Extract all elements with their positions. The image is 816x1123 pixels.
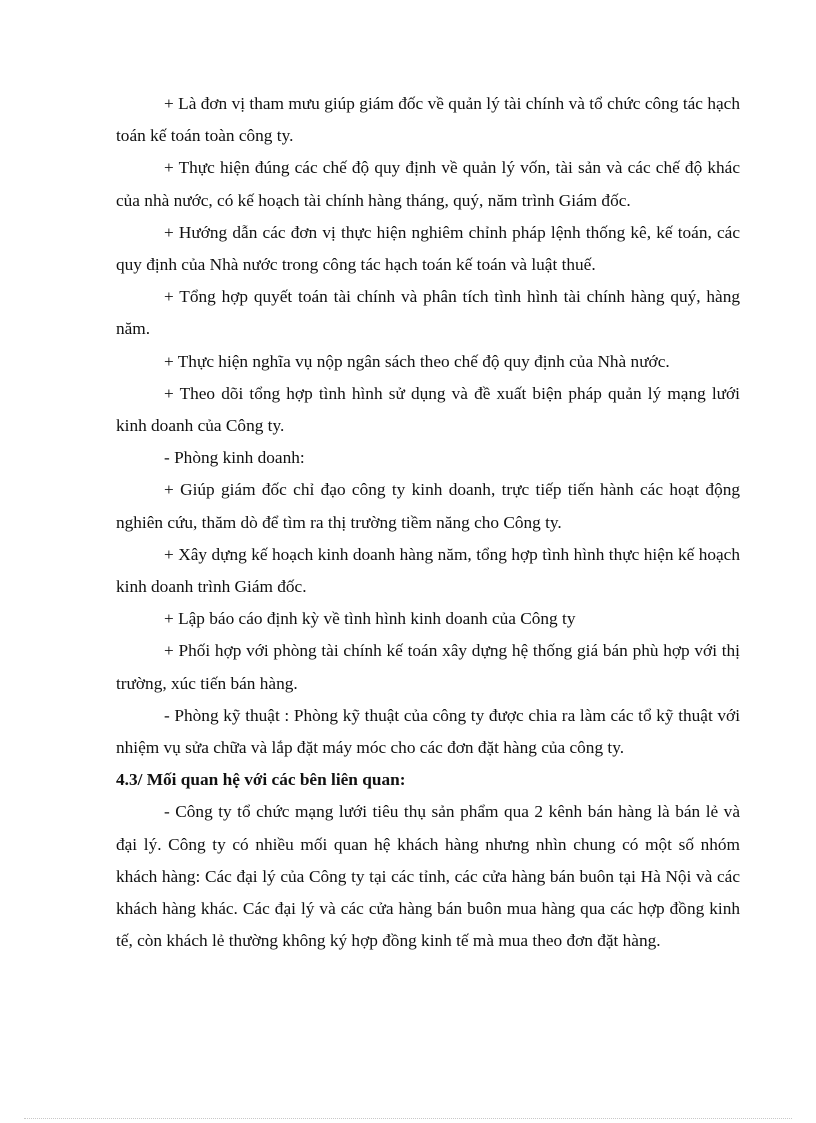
paragraph-network-monitoring: + Theo dõi tổng hợp tình hình sử dụng và đề xuất biện pháp quản lý mạng lưới kinh doanh của Công ty. bbox=[116, 383, 740, 436]
paragraph-annual-business-plan: + Xây dựng kế hoạch kinh doanh hàng năm, tổng hợp tình hình thực hiện kế hoạch kinh doanh trình Giám đốc. bbox=[116, 544, 740, 597]
paragraph-budget-obligation: + Thực hiện nghĩa vụ nộp ngân sách theo chế độ quy định của Nhà nước. bbox=[164, 351, 670, 371]
paragraph-periodic-report: + Lập báo cáo định kỳ về tình hình kinh doanh của Công ty bbox=[164, 609, 576, 629]
paragraph-capital-regulations: + Thực hiện đúng các chế độ quy định về quản lý vốn, tài sản và các chế độ khác của nhà nước, có kế hoạch tài chính hàng tháng, quý, năm trình Giám đốc. bbox=[116, 158, 740, 210]
paragraph-technical-department: - Phòng kỹ thuật : Phòng kỹ thuật của công ty được chia ra làm các tổ kỹ thuật với nhiệm vụ sửa chữa và lắp đặt máy móc cho các đơn đặt hàng của công ty. bbox=[116, 705, 740, 758]
document-page bbox=[116, 88, 740, 957]
section-heading: 4.3/ Mối quan hệ với các bên liên quan: bbox=[116, 770, 406, 790]
paragraph-accounting-guidance: + Hướng dẫn các đơn vị thực hiện nghiêm chỉnh pháp lệnh thống kê, kế toán, các quy định của Nhà nước trong công tác hạch toán kế toán và luật thuế. bbox=[116, 222, 740, 275]
page-bottom-divider bbox=[24, 1118, 792, 1119]
paragraph-pricing-coordination: + Phối hợp với phòng tài chính kế toán xây dựng hệ thống giá bán phù hợp với thị trường, xúc tiến bán hàng. bbox=[116, 641, 740, 693]
paragraph-stakeholder-relations: - Công ty tổ chức mạng lưới tiêu thụ sản phẩm qua 2 kênh bán hàng là bán lẻ và đại lý. Công ty có nhiều mối quan hệ khách hàng nhưng nhìn chung có một số nhóm khách hàng: Các đại lý của Công ty tại các tỉnh, các cửa hàng bán buôn tại Hà Nội và các khách hàng khác. Các đại lý và các cửa hàng bán buôn mua hàng qua các hợp đồng kinh tế, còn khách lẻ thường không ký hợp đồng kinh tế mà mua theo đơn đặt hàng. bbox=[116, 802, 740, 951]
paragraph-business-department: - Phòng kinh doanh: bbox=[164, 448, 305, 468]
paragraph-financial-settlement: + Tổng hợp quyết toán tài chính và phân tích tình hình tài chính hàng quý, hàng năm. bbox=[116, 287, 740, 339]
paragraph-finance-advisory: + Là đơn vị tham mưu giúp giám đốc về quản lý tài chính và tổ chức công tác hạch toán kế toán toàn công ty. bbox=[116, 94, 740, 146]
paragraph-market-research: + Giúp giám đốc chỉ đạo công ty kinh doanh, trực tiếp tiến hành các hoạt động nghiên cứu, thăm dò để tìm ra thị trường tiềm năng cho Công ty. bbox=[116, 480, 740, 532]
